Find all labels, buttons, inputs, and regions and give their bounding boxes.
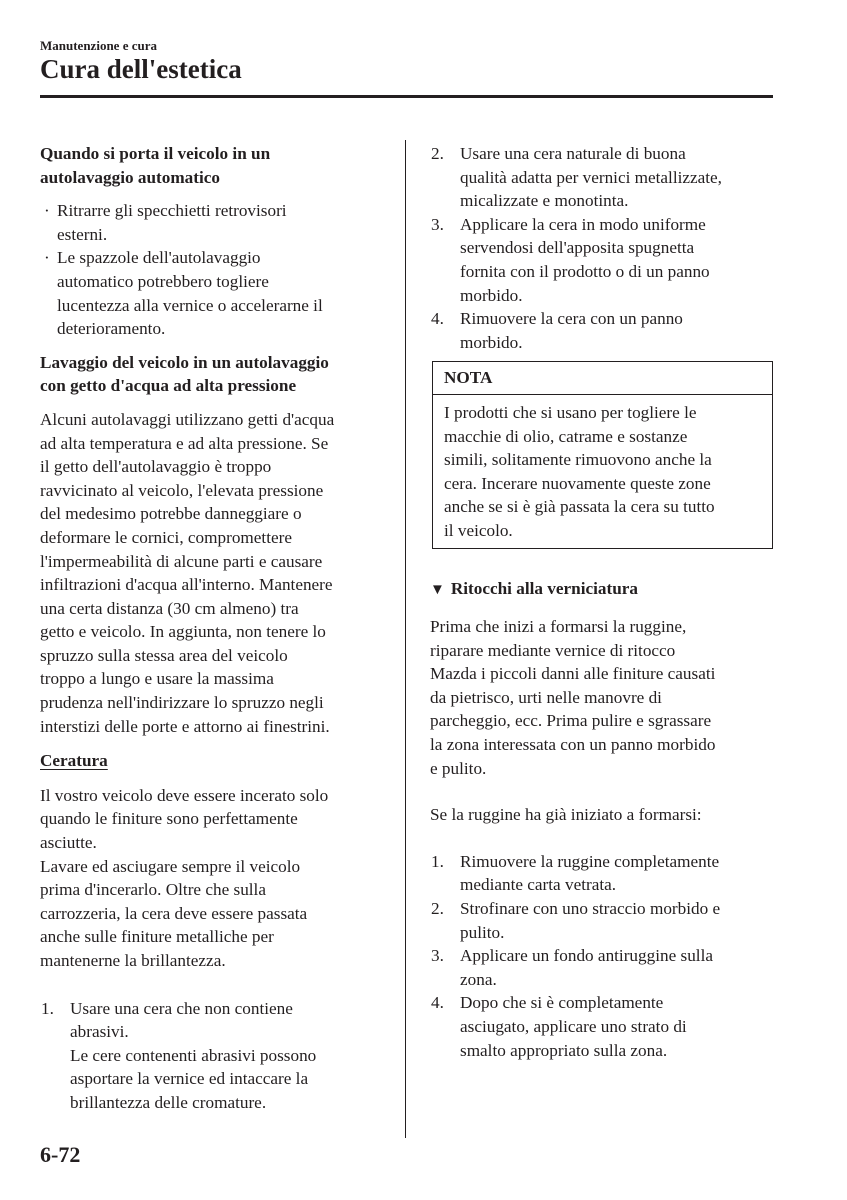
list-item xyxy=(430,991,775,1062)
step-line: qualità adatta per vernici metallizzate, xyxy=(460,167,722,187)
note-body xyxy=(433,395,772,548)
text-line: prudenza nell'indirizzare lo spruzzo negli xyxy=(40,693,324,713)
step-line: smalto appropriato sulla zona. xyxy=(460,1040,668,1060)
text-line: Prima che inizi a formarsi la ruggine, xyxy=(430,617,687,637)
list-item xyxy=(430,307,775,354)
text-line: asciutte. xyxy=(40,833,97,853)
step-line: Rimuovere la ruggine completamente xyxy=(460,851,720,871)
touchup-paragraph xyxy=(430,615,775,780)
step-line: morbido. xyxy=(460,332,523,352)
bullet-item xyxy=(40,246,385,340)
text-line: deformare le cornici, compromettere xyxy=(40,527,292,547)
step-number: 2. xyxy=(431,144,444,163)
text-line: la zona interessata con un panno morbido xyxy=(430,735,716,755)
autowash-bullet-list xyxy=(40,199,385,341)
step-number: 4. xyxy=(431,309,444,329)
step-number: 3. xyxy=(431,946,444,966)
autowash-heading-line: Quando si porta il veicolo in un xyxy=(40,144,271,163)
text-line: da pietrisco, urti nelle manovre di xyxy=(430,687,662,707)
step-line: servendosi dell'apposita spugnetta xyxy=(460,238,695,258)
text-line: carrozzeria, la cera deve essere passata xyxy=(40,903,308,923)
step-number: 1. xyxy=(431,851,444,871)
step-line: Usare una cera naturale di buona xyxy=(460,144,686,163)
waxing-steps-list xyxy=(40,997,385,1115)
bullet-line: automatico potrebbero togliere xyxy=(57,271,269,291)
step-number: 3. xyxy=(431,214,444,234)
highpressure-paragraph xyxy=(40,408,385,738)
step-line: Applicare un fondo antiruggine sulla xyxy=(460,946,713,966)
text-line: e pulito. xyxy=(430,758,487,778)
text-line: riparare mediante vernice di ritocco xyxy=(430,640,676,660)
text-line: spruzzo sulla stessa area del veicolo xyxy=(40,645,288,665)
touchup-heading-text: Ritocchi alla verniciatura xyxy=(450,578,638,598)
step-line: micalizzate e monotinta. xyxy=(460,191,629,211)
step-line: Usare una cera che non contiene xyxy=(70,998,293,1018)
column-divider xyxy=(405,140,406,1138)
list-item xyxy=(430,897,775,944)
highpressure-heading xyxy=(40,351,385,398)
step-line: zona. xyxy=(460,969,497,989)
text-line: getto e veicolo. In aggiunta, non tenere lo xyxy=(40,622,326,642)
step-line: morbido. xyxy=(460,285,523,305)
highpressure-heading-line: con getto d'acqua ad alta pressione xyxy=(40,376,297,396)
note-line: macchie di olio, catrame e sostanze xyxy=(444,426,688,446)
touchup-heading xyxy=(430,577,775,603)
step-number: 2. xyxy=(431,899,444,919)
bullet-mark: · xyxy=(44,248,50,268)
autowash-heading xyxy=(40,142,385,189)
note-line: il veicolo. xyxy=(444,520,513,540)
step-number: 1. xyxy=(41,998,54,1018)
waxing-paragraph xyxy=(40,784,385,973)
note-line: cera. Incerare nuovamente queste zone xyxy=(444,473,711,493)
list-item xyxy=(430,142,775,213)
step-line: Dopo che si è completamente xyxy=(460,993,664,1013)
text-line: Lavare ed asciugare sempre il veicolo xyxy=(40,856,301,876)
rust-intro: Se la ruggine ha già iniziato a formarsi: xyxy=(430,805,702,825)
text-line: Mazda i piccoli danni alle finiture causati xyxy=(430,664,716,684)
step-line: mediante carta vetrata. xyxy=(460,875,617,895)
step-line: Strofinare con uno straccio morbido e xyxy=(460,899,721,919)
note-box xyxy=(432,361,773,548)
note-line: anche se si è già passata la cera su tutto xyxy=(444,497,715,517)
triangle-down-icon: ▼ xyxy=(430,581,445,598)
text-line: anche sulle finiture metalliche per xyxy=(40,927,274,947)
text-line: l'impermeabilità di alcune parti e causare xyxy=(40,551,323,571)
text-line: Il vostro veicolo deve essere incerato solo xyxy=(40,785,329,805)
text-line: ad alta temperatura e ad alta pressione. Se xyxy=(40,433,329,453)
note-line: I prodotti che si usano per togliere le xyxy=(444,402,697,422)
waxing-heading: Ceratura xyxy=(40,751,108,771)
text-line: prima d'incerarlo. Oltre che sulla xyxy=(40,880,266,900)
step-line: Rimuovere la cera con un panno xyxy=(460,309,683,329)
bullet-line: lucentezza alla vernice o accelerarne il xyxy=(57,295,323,315)
page-number: 6-72 xyxy=(40,1142,81,1167)
text-line: interstizi delle porte e attorno ai finestrini. xyxy=(40,716,330,736)
section-label: Manutenzione e cura xyxy=(40,38,157,53)
step-line: Applicare la cera in modo uniforme xyxy=(460,214,706,234)
step-line: pulito. xyxy=(460,922,505,942)
bullet-mark: · xyxy=(44,201,50,221)
text-line: del medesimo potrebbe danneggiare o xyxy=(40,504,302,524)
text-line: Alcuni autolavaggi utilizzano getti d'acqua xyxy=(40,409,335,429)
step-line: Le cere contenenti abrasivi possono xyxy=(70,1045,317,1065)
list-item xyxy=(430,944,775,991)
text-line: troppo a lungo e usare la massima xyxy=(40,669,274,689)
step-line: abrasivi. xyxy=(70,1022,129,1042)
bullet-line: Le spazzole dell'autolavaggio xyxy=(57,248,261,268)
rust-steps-list xyxy=(430,850,775,1062)
list-item xyxy=(430,850,775,897)
note-title: NOTA xyxy=(433,362,772,395)
page-title: Cura dell'estetica xyxy=(40,54,242,84)
highpressure-heading-line: Lavaggio del veicolo in un autolavaggio xyxy=(40,352,329,372)
step-line: fornita con il prodotto o di un panno xyxy=(460,261,710,281)
title-rule xyxy=(40,95,773,98)
text-line: quando le finiture sono perfettamente xyxy=(40,809,298,829)
note-line: simili, solitamente rimuovono anche la xyxy=(444,450,712,470)
bullet-line: Ritrarre gli specchietti retrovisori xyxy=(57,201,287,221)
step-line: asportare la vernice ed intaccare la xyxy=(70,1069,309,1089)
text-line: una certa distanza (30 cm almeno) tra xyxy=(40,598,299,618)
text-line: infiltrazioni d'acqua all'interno. Mantenere xyxy=(40,575,333,595)
step-line: brillantezza delle cromature. xyxy=(70,1092,267,1112)
right-column xyxy=(430,142,775,1062)
list-item xyxy=(40,997,385,1115)
text-line: il getto dell'autolavaggio è troppo xyxy=(40,457,272,477)
list-item xyxy=(430,213,775,307)
autowash-heading-line: autolavaggio automatico xyxy=(40,167,220,187)
left-column xyxy=(40,142,385,1115)
text-line: ravvicinato al veicolo, l'elevata pressione xyxy=(40,480,324,500)
bullet-line: deterioramento. xyxy=(57,319,166,339)
text-line: mantenerne la brillantezza. xyxy=(40,951,226,970)
step-line: asciugato, applicare uno strato di xyxy=(460,1017,687,1036)
text-line: parcheggio, ecc. Prima pulire e sgrassare xyxy=(430,711,712,731)
bullet-line: esterni. xyxy=(57,224,108,244)
step-number: 4. xyxy=(431,993,444,1013)
bullet-item xyxy=(40,199,385,246)
waxing-steps-list-continued xyxy=(430,142,775,354)
